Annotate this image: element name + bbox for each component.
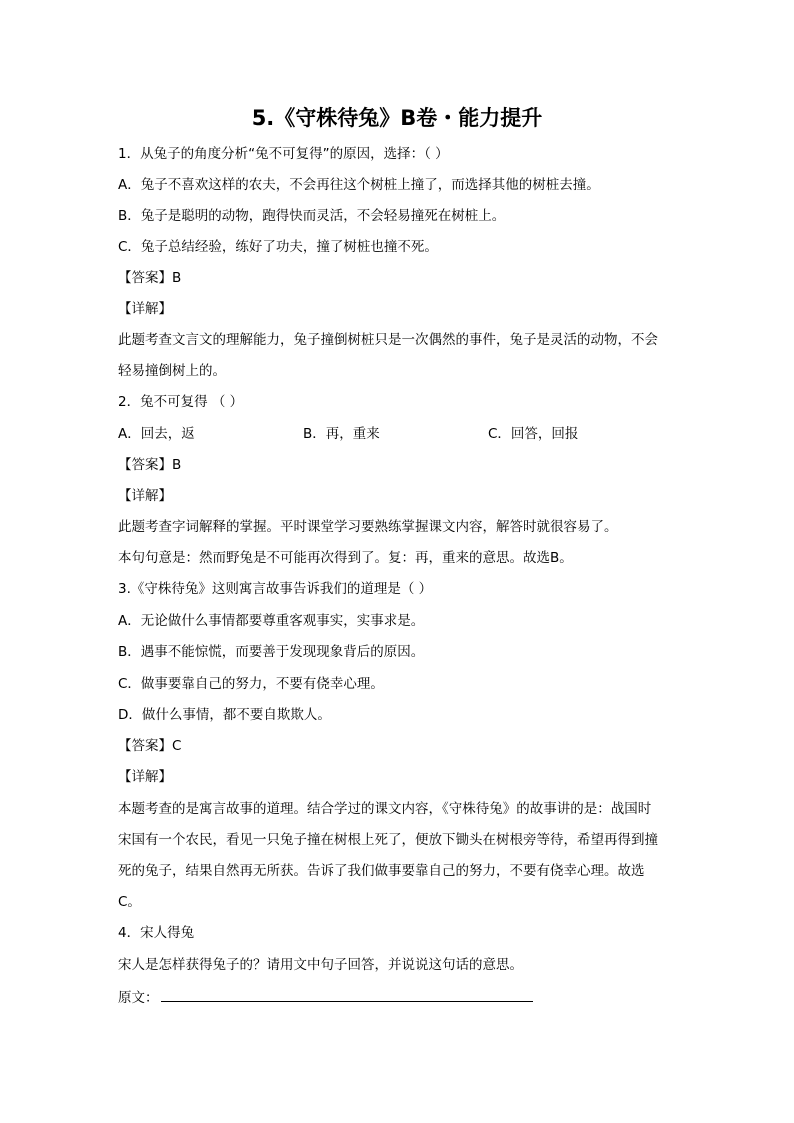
question-4-original-label: 原文： <box>118 990 159 1006</box>
question-1-detail-line-1: 此题考查文言文的理解能力，兔子撞倒树桩只是一次偶然的事件，兔子是灵活的动物，不会 <box>118 332 658 348</box>
question-2-detail-line-2: 本句句意是：然而野兔是不可能再次得到了。复：再，重来的意思。故选B。 <box>118 550 573 566</box>
question-3-detail-line-3: 死的兔子，结果自然再无所获。告诉了我们做事要靠自己的努力，不要有侥幸心理。故选 <box>118 863 645 879</box>
question-4-stem: 4．宋人得兔 <box>118 925 195 941</box>
question-3-detail-line-1: 本题考查的是寓言故事的道理。结合学过的课文内容，《守株待兔》的故事讲的是：战国时 <box>118 801 652 817</box>
question-2-option-a: A．回去，返 <box>118 426 195 442</box>
question-4-question: 宋人是怎样获得兔子的？请用文中句子回答，并说说这句话的意思。 <box>118 957 523 973</box>
question-1-option-c: C．兔子总结经验，练好了功夫，撞了树桩也撞不死。 <box>118 239 438 255</box>
page-title: 5.《守株待兔》B卷・能力提升 <box>251 106 543 130</box>
question-3-option-d: D．做什么事情，都不要自欺欺人。 <box>118 707 331 723</box>
question-3-option-b: B．遇事不能惊慌，而要善于发现现象背后的原因。 <box>118 644 425 660</box>
question-2-detail-line-1: 此题考查字词解释的掌握。平时课堂学习要熟练掌握课文内容，解答时就很容易了。 <box>118 519 618 535</box>
answer-blank-line[interactable] <box>161 986 533 1002</box>
question-2-option-b: B．再，重来 <box>303 426 380 442</box>
question-3-detail-label: 【详解】 <box>118 769 172 785</box>
question-3-stem: 3.《守株待兔》这则寓言故事告诉我们的道理是（ ） <box>118 581 433 597</box>
question-2-answer: 【答案】B <box>118 457 182 473</box>
question-4-original-row <box>118 986 533 1008</box>
question-1-detail-label: 【详解】 <box>118 301 172 317</box>
question-2-option-c: C．回答，回报 <box>488 426 579 442</box>
question-1-option-a: A．兔子不喜欢这样的农夫，不会再往这个树桩上撞了，而选择其他的树桩去撞。 <box>118 177 600 193</box>
question-3-answer: 【答案】C <box>118 738 182 754</box>
question-3-option-c: C．做事要靠自己的努力，不要有侥幸心理。 <box>118 676 384 692</box>
question-1-stem: 1．从兔子的角度分析“兔不可复得”的原因，选择：（ ） <box>118 146 449 162</box>
question-2-options-row <box>118 424 678 444</box>
question-3-detail-line-2: 宋国有一个农民，看见一只兔子撞在树根上死了，便放下锄头在树根旁等待，希望再得到撞 <box>118 832 658 848</box>
question-2-stem: 2．兔不可复得 （ ） <box>118 394 244 410</box>
question-1-detail-line-2: 轻易撞倒树上的。 <box>118 363 226 379</box>
question-2-detail-label: 【详解】 <box>118 488 172 504</box>
question-1-answer: 【答案】B <box>118 270 182 286</box>
question-3-option-a: A．无论做什么事情都要尊重客观事实，实事求是。 <box>118 613 425 629</box>
question-1-option-b: B．兔子是聪明的动物，跑得快而灵活，不会轻易撞死在树桩上。 <box>118 208 506 224</box>
question-3-detail-line-4: C。 <box>118 894 141 910</box>
